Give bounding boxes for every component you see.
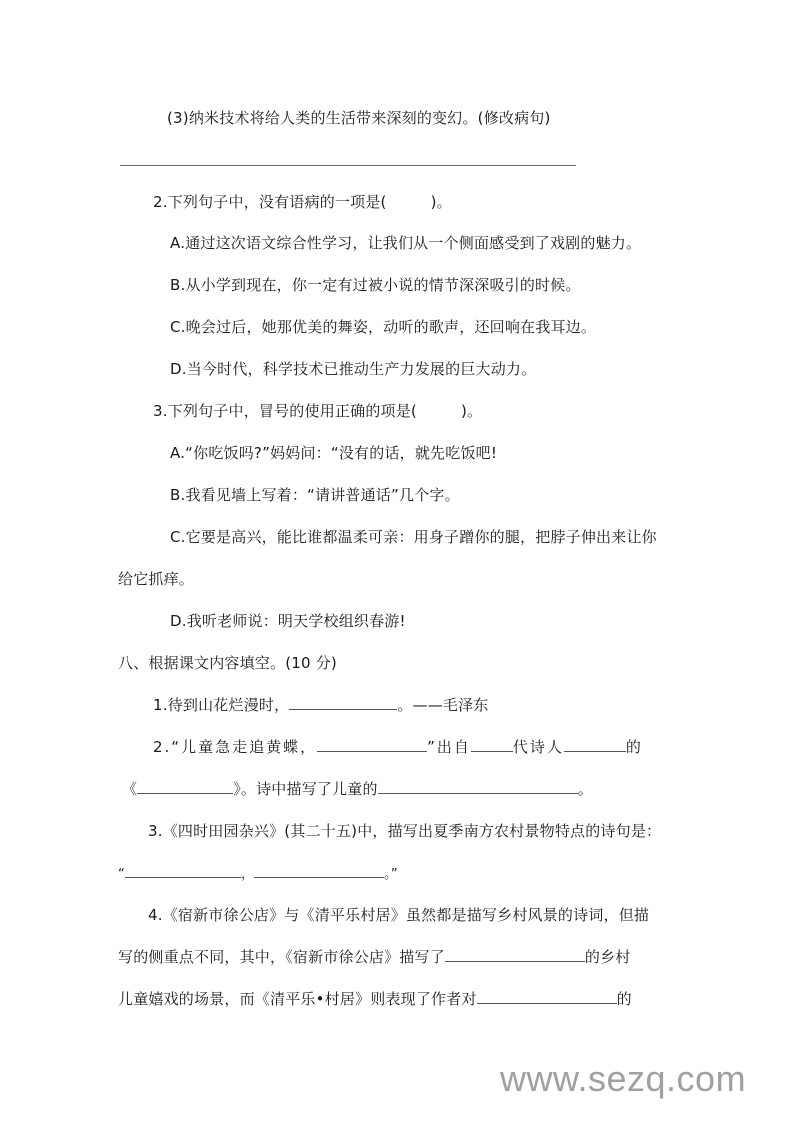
blank-field[interactable] (378, 779, 578, 794)
fill-item-4-line2: 写的侧重点不同，其中，《宿新市徐公店》描写了 的乡村 (118, 948, 631, 966)
question-2-option-a: A.通过这次语文综合性学习，让我们从一个侧面感受到了戏剧的魅力。 (170, 234, 642, 252)
blank-field[interactable] (317, 737, 427, 752)
fill-item-1: 1.待到山花烂漫时， 。——毛泽东 (153, 696, 489, 714)
fill-item-2-line1: 2.“儿童急走追黄蝶， ”出自 代诗人 的 (153, 738, 643, 756)
blank-field[interactable] (477, 989, 617, 1004)
watermark: www.sezq.com (500, 1058, 747, 1099)
blank-field[interactable] (564, 737, 626, 752)
question-3-option-a: A.“你吃饭吗?”妈妈问：“没有的话，就先吃饭吧! (170, 444, 498, 462)
question-3-option-b: B.我看见墙上写着：“请讲普通话”几个字。 (170, 486, 460, 504)
answer-line (120, 165, 576, 166)
question-2-option-c: C.晚会过后，她那优美的舞姿，动听的歌声，还回响在我耳边。 (170, 318, 597, 336)
fill-item-4-line1: 4.《宿新市徐公店》与《清平乐村居》虽然都是描写乡村风景的诗词，但描 (148, 906, 650, 924)
question-2-option-b: B.从小学到现在，你一定有过被小说的情节深深吸引的时候。 (170, 276, 581, 294)
question-2-stem: 2.下列句子中，没有语病的一项是( )。 (153, 193, 452, 211)
question-3-option-d: D.我听老师说：明天学校组织春游! (170, 612, 406, 630)
blank-field[interactable] (125, 863, 241, 878)
fill-item-3-line2: “ ， 。” (118, 863, 398, 885)
question-3-option-c: C.它要是高兴，能比谁都温柔可亲：用身子蹭你的腿，把脖子伸出来让你 (170, 528, 657, 546)
blank-field[interactable] (254, 863, 384, 878)
fill-item-2-line2: 《 》。诗中描写了儿童的 。 (122, 780, 593, 798)
question-2-option-d: D.当今时代，科学技术已推动生产力发展的巨大动力。 (170, 360, 537, 378)
question-1-3: (3)纳米技术将给人类的生活带来深刻的变幻。(修改病句) (167, 109, 551, 127)
question-3-option-c-cont: 给它抓痒。 (118, 570, 195, 588)
blank-field[interactable] (445, 947, 585, 962)
fill-item-3-line1: 3.《四时田园杂兴》(其二十五)中，描写出夏季南方农村景物特点的诗句是： (148, 822, 662, 840)
section-8-heading: 八、根据课文内容填空。(10 分) (118, 654, 337, 672)
fill-item-4-line3: 儿童嬉戏的场景，而《清平乐•村居》则表现了作者对 的 (118, 990, 632, 1008)
blank-field[interactable] (289, 695, 397, 710)
blank-field[interactable] (137, 779, 233, 794)
question-3-stem: 3.下列句子中，冒号的使用正确的项是( )。 (153, 402, 483, 420)
blank-field[interactable] (471, 737, 513, 752)
